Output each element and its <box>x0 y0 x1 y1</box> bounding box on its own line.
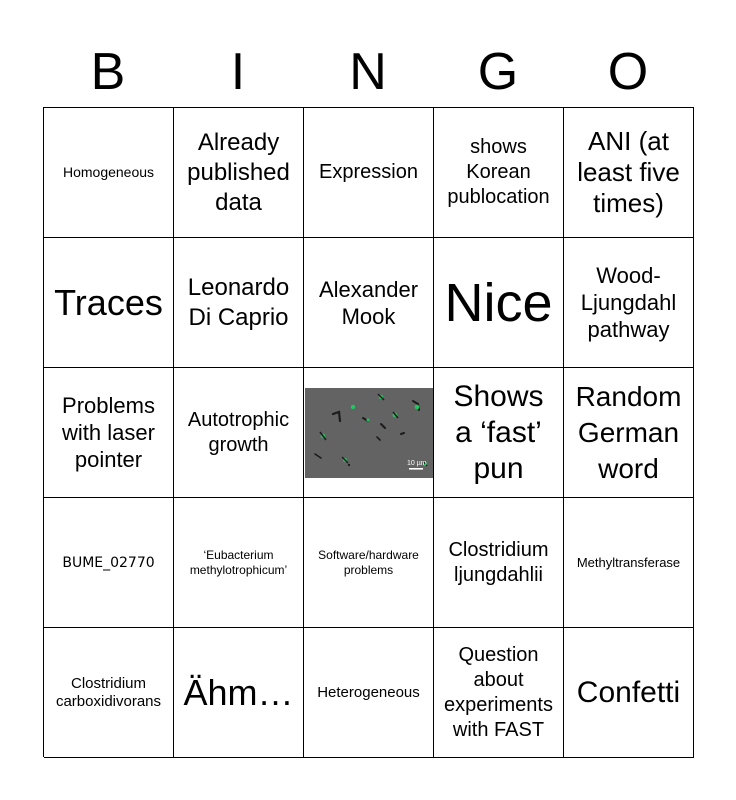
bingo-cell[interactable] <box>564 238 694 368</box>
cell-text: Autotrophic growth <box>187 408 290 456</box>
bingo-cell[interactable] <box>434 238 564 368</box>
header-letter-b: B <box>90 43 126 101</box>
bingo-cell[interactable] <box>174 108 304 238</box>
cell-text: Nice <box>444 272 553 333</box>
bingo-cell[interactable] <box>304 108 434 238</box>
cell-text: Clostridium ljungdahlii <box>448 538 549 586</box>
bingo-cell[interactable] <box>434 108 564 238</box>
bingo-cell[interactable] <box>304 498 434 628</box>
cell-text: Problems with laser pointer <box>62 393 155 472</box>
cell-text: BUME_02770 <box>62 554 155 571</box>
header-letter-g: G <box>477 43 519 101</box>
cell-text: Already published data <box>187 128 290 216</box>
bingo-cell[interactable] <box>564 628 694 758</box>
header-letter-n: N <box>349 43 387 101</box>
cell-text: Alexander Mook <box>318 276 419 329</box>
cell-text: ‘Eubacterium methylotrophicum’ <box>189 547 288 577</box>
cell-text: ANI (at least five times) <box>577 126 680 218</box>
bingo-cell[interactable] <box>44 628 174 758</box>
cell-text: Random German word <box>575 380 682 484</box>
bingo-cell[interactable] <box>434 368 564 498</box>
bingo-cell[interactable] <box>434 498 564 628</box>
cell-text: Wood- Ljungdahl pathway <box>580 263 677 342</box>
cell-text: Clostridium carboxidivorans <box>55 674 162 710</box>
bingo-cell[interactable] <box>44 368 174 498</box>
cell-text: Heterogeneous <box>317 683 420 701</box>
bingo-cell[interactable] <box>174 628 304 758</box>
cell-text: shows Korean publocation <box>447 136 550 208</box>
bingo-cell[interactable] <box>44 498 174 628</box>
microscopy-image <box>305 388 433 478</box>
bingo-cell[interactable] <box>434 628 564 758</box>
cell-text: Confetti <box>576 675 681 709</box>
bingo-board <box>43 107 694 757</box>
bingo-cell[interactable] <box>44 238 174 368</box>
bingo-cell[interactable] <box>564 368 694 498</box>
cell-text: Software/hardware problems <box>318 547 419 577</box>
bingo-cell[interactable] <box>304 238 434 368</box>
scale-bar-label: 10 µm <box>406 459 427 467</box>
cell-text: Homogeneous <box>62 164 155 180</box>
bingo-cell[interactable] <box>174 238 304 368</box>
bingo-cell[interactable] <box>564 108 694 238</box>
bingo-cell[interactable] <box>44 108 174 238</box>
cell-text: Expression <box>319 161 418 183</box>
header-letter-i: I <box>230 43 246 101</box>
bingo-cell[interactable] <box>174 368 304 498</box>
cell-text: Methyltransferase <box>576 554 681 570</box>
bingo-cell[interactable] <box>564 498 694 628</box>
header-letter-o: O <box>607 43 649 101</box>
cell-text: Question about experiments with FAST <box>444 643 553 741</box>
cell-text: Ähm… <box>183 671 294 713</box>
bingo-header <box>43 36 693 108</box>
bingo-cell[interactable] <box>304 628 434 758</box>
cell-text: Leonardo Di Caprio <box>187 273 290 331</box>
cell-text: Traces <box>54 281 163 323</box>
cell-text: Shows a ‘fast’ pun <box>453 379 544 485</box>
free-space-cell[interactable] <box>304 368 434 498</box>
bingo-cell[interactable] <box>174 498 304 628</box>
